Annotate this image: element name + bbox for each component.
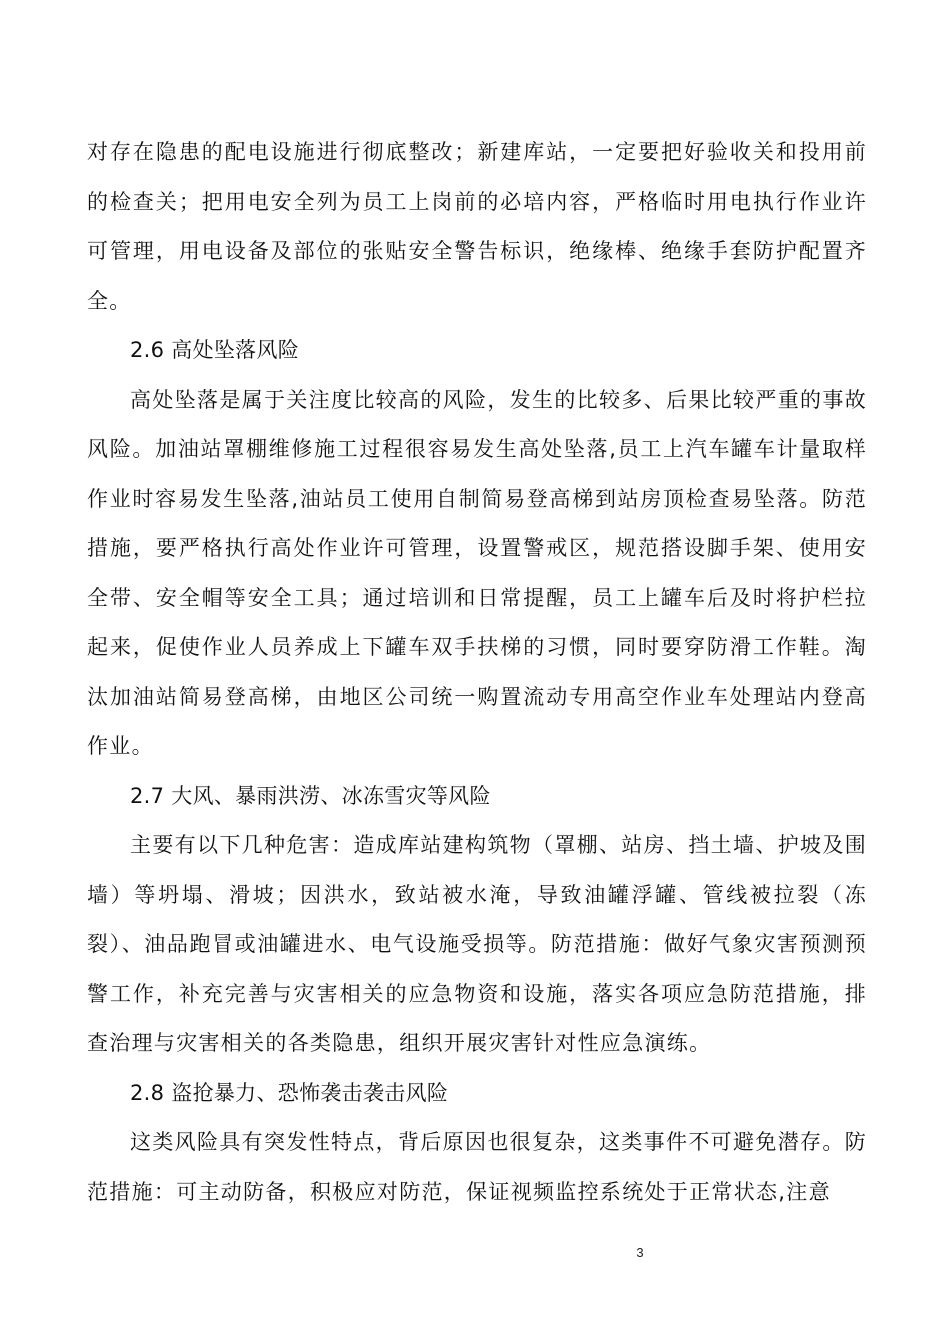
paragraph-violence-risk: 这类风险具有突发性特点，背后原因也很复杂，这类事件不可避免潜存。防范措施：可主动防备，积极应对防范，保证视频监控系统处于正常状态,注意 [87, 1130, 867, 1204]
paragraph-electrical-measures: 对存在隐患的配电设施进行彻底整改；新建库站，一定要把好验收关和投用前的检查关；把用电安全列为员工上岗前的必培内容，严格临时用电执行作业许可管理，用电设备及部位的张贴安全警告标识，绝缘棒、绝缘手套防护配置齐全。 [87, 140, 867, 313]
paragraph-fall-risk: 高处坠落是属于关注度比较高的风险，发生的比较多、后果比较严重的事故风险。加油站罩棚维修施工过程很容易发生高处坠落,员工上汽车罐车计量取样作业时容易发生坠落,油站员工使用自制简易登高梯到站房顶检查易坠落。防范措施，要严格执行高处作业许可管理，设置警戒区，规范搭设脚手架、使用安全带、安全帽等安全工具；通过培训和日常提醒，员工上罐车后及时将护栏拉起来，促使作业人员养成上下罐车双手扶梯的习惯，同时要穿防滑工作鞋。淘汰加油站简易登高梯，由地区公司统一购置流动专用高空作业车处理站内登高作业。 [87, 387, 867, 758]
paragraph-weather-risk: 主要有以下几种危害：造成库站建构筑物（罩棚、站房、挡土墙、护坡及围墙）等坍塌、滑坡；因洪水，致站被水淹，导致油罐浮罐、管线被拉裂（冻裂）、油品跑冒或油罐进水、电气设施受损等。防范措施：做好气象灾害预测预警工作，补充完善与灾害相关的应急物资和设施，落实各项应急防范措施，排查治理与灾害相关的各类隐患，组织开展灾害针对性应急演练。 [87, 833, 867, 1055]
page-number: 3 [636, 1245, 644, 1260]
section-heading-2-6: 2.6 高处坠落风险 [130, 338, 300, 362]
section-heading-2-7: 2.7 大风、暴雨洪涝、冰冻雪灾等风险 [130, 783, 491, 808]
document-body [87, 128, 867, 1217]
section-heading-2-8: 2.8 盗抢暴力、恐怖袭击袭击风险 [130, 1080, 449, 1105]
